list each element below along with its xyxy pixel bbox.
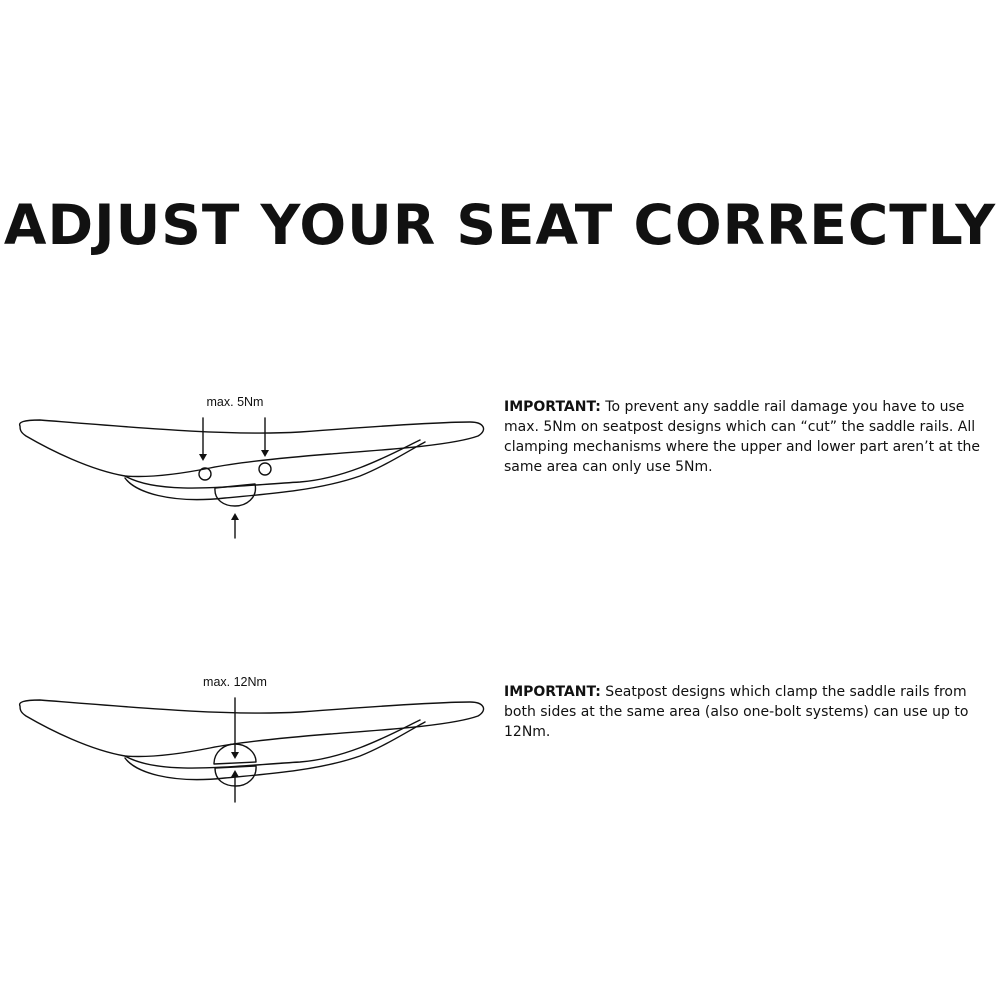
saddle-diagram-two-bolt bbox=[0, 388, 500, 548]
note-body: To prevent any saddle rail damage you have to use max. 5Nm on seatpost designs which can “cut” the saddle rails. All clamping mechanisms where the upper and lower part aren’t at the same area can only use 5Nm. bbox=[504, 399, 981, 475]
torque-label-12nm: max. 12Nm bbox=[203, 675, 267, 689]
arrow-down-icon bbox=[231, 752, 239, 759]
saddle-rail-upper bbox=[125, 720, 420, 768]
arrow-up-icon bbox=[231, 770, 239, 777]
note-lead: IMPORTANT: bbox=[504, 399, 601, 415]
arrow-down-icon bbox=[261, 450, 269, 457]
arrow-down-icon bbox=[199, 454, 207, 461]
lower-clamp-cradle bbox=[215, 484, 256, 506]
note-body: Seatpost designs which clamp the saddle rails from both sides at the same area (also one-bolt systems) can use up to 12Nm. bbox=[504, 684, 969, 740]
arrow-up-icon bbox=[231, 513, 239, 520]
important-note-one-bolt bbox=[504, 682, 1000, 742]
clamp-bolt-rear bbox=[259, 463, 271, 475]
saddle-diagram-one-bolt bbox=[0, 668, 500, 828]
saddle-illustration-one-bolt bbox=[0, 668, 500, 828]
note-lead: IMPORTANT: bbox=[504, 684, 601, 700]
torque-label-5nm: max. 5Nm bbox=[206, 395, 264, 409]
clamp-bolt-front bbox=[199, 468, 211, 480]
saddle-illustration-two-bolt bbox=[0, 388, 500, 548]
page-title: ADJUST YOUR SEAT CORRECTLY bbox=[3, 193, 997, 257]
important-note-two-bolt bbox=[504, 397, 1000, 477]
saddle-rail-upper bbox=[125, 440, 420, 488]
